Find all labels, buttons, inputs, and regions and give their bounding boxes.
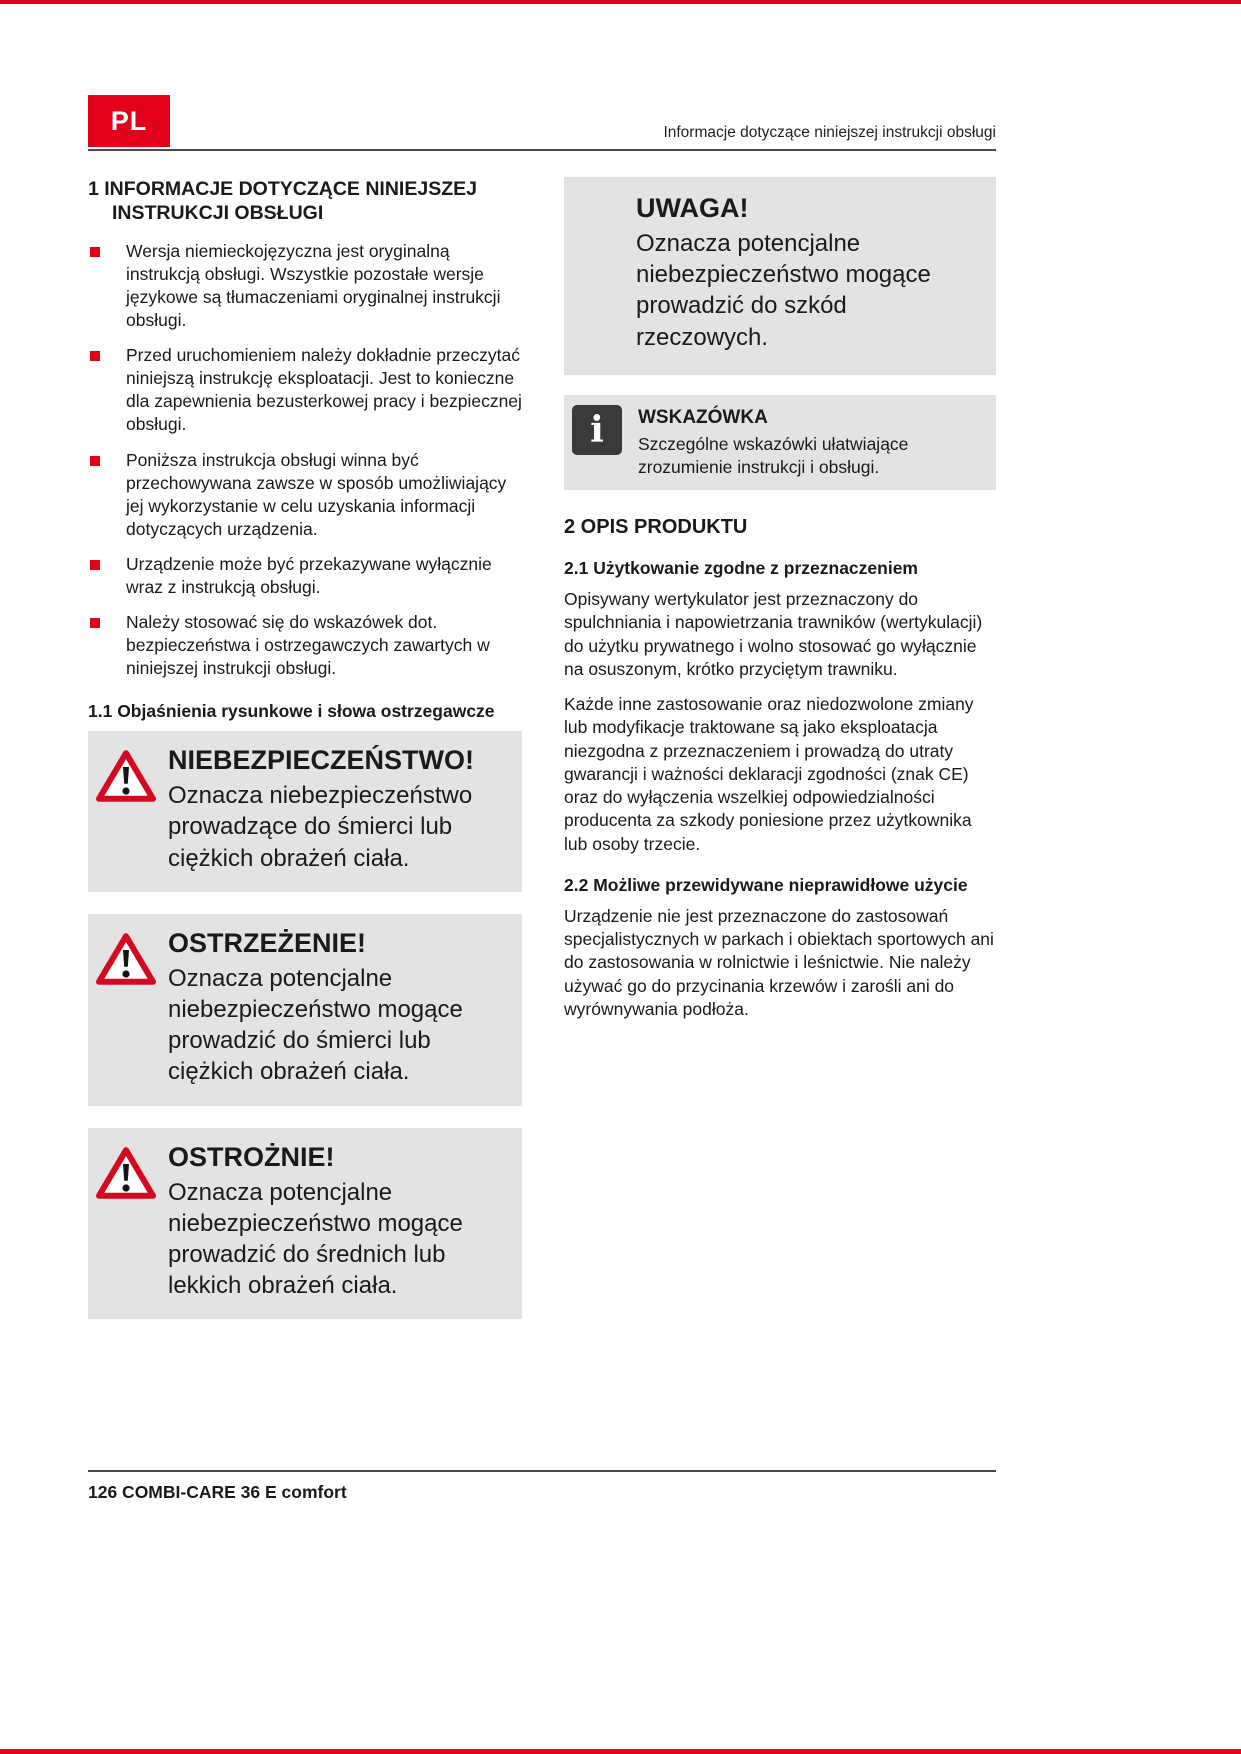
running-header-title: Informacje dotyczące niniejszej instrukcji obsługi (663, 124, 996, 141)
paragraph: Każde inne zastosowanie oraz niedozwolone zmiany lub modyfikacje traktowane są jako eksploatacja niezgodna z przeznaczeniem i prowadzą do utraty gwarancji i ważności deklaracji zgodności (znak CE) oraz do wyłączenia wszelkiej odpowiedzialności producenta za szkody poniesione przez użytkownika lub osoby trzecie. (564, 694, 974, 854)
caution-box-body (168, 1142, 510, 1302)
two-column-layout (88, 177, 996, 1341)
bullet-text: Urządzenie może być przekazywane wyłącznie wraz z instrukcją obsługi. (126, 553, 492, 597)
danger-text: Oznacza niebezpieczeństwo prowadzące do śmierci lub ciężkich obrażeń ciała. (168, 782, 473, 872)
bullet-square-icon (90, 351, 100, 361)
note-title: WSKAZÓWKA (638, 406, 768, 428)
note-box (564, 395, 996, 491)
danger-box (88, 731, 522, 892)
bullet-text: Poniższa instrukcja obsługi winna być przechowywana zawsze w sposób umożliwiający jej wykorzystanie w celu uzyskania informacji dotyczących urządzenia. (126, 449, 507, 539)
paragraph: Urządzenie nie jest przeznaczone do zastosowań specjalistycznych w parkach i obiektach sportowych ani do zastosowania w rolnictwie i leśnictwie. Nie należy używać go do przycinania krzewów i zarośli ani do wyrównywania podłoża. (564, 905, 994, 1019)
section-1-1-heading: 1.1 Objaśnienia rysunkowe i słowa ostrzegawcze (88, 701, 495, 722)
bullet-square-icon (90, 456, 100, 466)
list-item (88, 344, 522, 436)
bullet-square-icon (90, 618, 100, 628)
warning-box (88, 914, 522, 1106)
bullet-text: Przed uruchomieniem należy dokładnie przeczytać niniejszą instrukcję eksploatacji. Jest to konieczne dla zapewnienia bezusterkowej pracy i bezpiecznej obsługi. (126, 345, 522, 435)
paragraph: Opisywany wertykulator jest przeznaczony do spulchniania i napowietrzania trawników (wertykulacji) do użytku prywatnego i wolno stosować go wyłącznie na osuszonym, krótko przyciętym trawniku. (564, 589, 983, 679)
warning-text: Oznacza potencjalne niebezpieczeństwo mogące prowadzić do śmierci lub ciężkich obrażeń ciała. (168, 964, 463, 1086)
note-text: Szczególne wskazówki ułatwiające zrozumienie instrukcji i obsługi. (638, 433, 909, 477)
header-divider (88, 149, 996, 151)
note-box-body (638, 405, 986, 479)
section-2-heading: 2 OPIS PRODUKTU (564, 516, 748, 539)
bullet-square-icon (90, 560, 100, 570)
caution-title: OSTROŻNIE! (168, 1141, 335, 1172)
bullet-list (88, 240, 522, 681)
page-header (88, 95, 996, 147)
danger-title: NIEBEZPIECZEŃSTWO! (168, 745, 475, 776)
danger-box-body (168, 745, 510, 874)
caution-box (88, 1128, 522, 1320)
caution-text: Oznacza potencjalne niebezpieczeństwo mogące prowadzić do średnich lub lekkich obrażeń ciała. (168, 1178, 463, 1300)
attention-box (564, 177, 996, 375)
section-1-heading: 1 INFORMACJE DOTYCZĄCE NINIEJSZEJ INSTRUKCJI OBSŁUGI (88, 178, 477, 225)
attention-text: Oznacza potencjalne niebezpieczeństwo mogące prowadzić do szkód rzeczowych. (636, 230, 931, 351)
right-column (564, 177, 996, 1341)
page-bottom-border (0, 1749, 1241, 1754)
info-icon (572, 405, 638, 479)
section-2-2-heading: 2.2 Możliwe przewidywane nieprawidłowe użycie (564, 874, 968, 895)
bullet-text: Należy stosować się do wskazówek dot. bezpieczeństwa i ostrzegawczych zawartych w niniejszej instrukcji obsługi. (126, 612, 490, 679)
warning-title: OSTRZEŻENIE! (168, 927, 367, 958)
left-column (88, 177, 522, 1341)
list-item (88, 240, 522, 332)
warning-box-body (168, 928, 510, 1088)
bullet-text: Wersja niemieckojęzyczna jest oryginalną instrukcją obsługi. Wszystkie pozostałe wersje językowe są tłumaczeniami oryginalnej instrukcji obsługi. (126, 240, 501, 331)
language-badge: PL (88, 95, 170, 147)
info-icon-glyph: i (572, 405, 622, 455)
bullet-square-icon (90, 247, 100, 257)
warning-triangle-icon (96, 1142, 168, 1302)
attention-title: UWAGA! (636, 193, 749, 223)
warning-triangle-icon (96, 928, 168, 1088)
footer-text: 126 COMBI-CARE 36 E comfort (88, 1482, 347, 1502)
page-content (88, 0, 996, 1341)
list-item (88, 553, 522, 599)
page-footer (88, 1470, 996, 1503)
section-2-1-heading: 2.1 Użytkowanie zgodne z przeznaczeniem (564, 558, 918, 579)
footer-divider (88, 1470, 996, 1472)
list-item (88, 449, 522, 541)
list-item (88, 611, 522, 680)
warning-triangle-icon (96, 745, 168, 874)
